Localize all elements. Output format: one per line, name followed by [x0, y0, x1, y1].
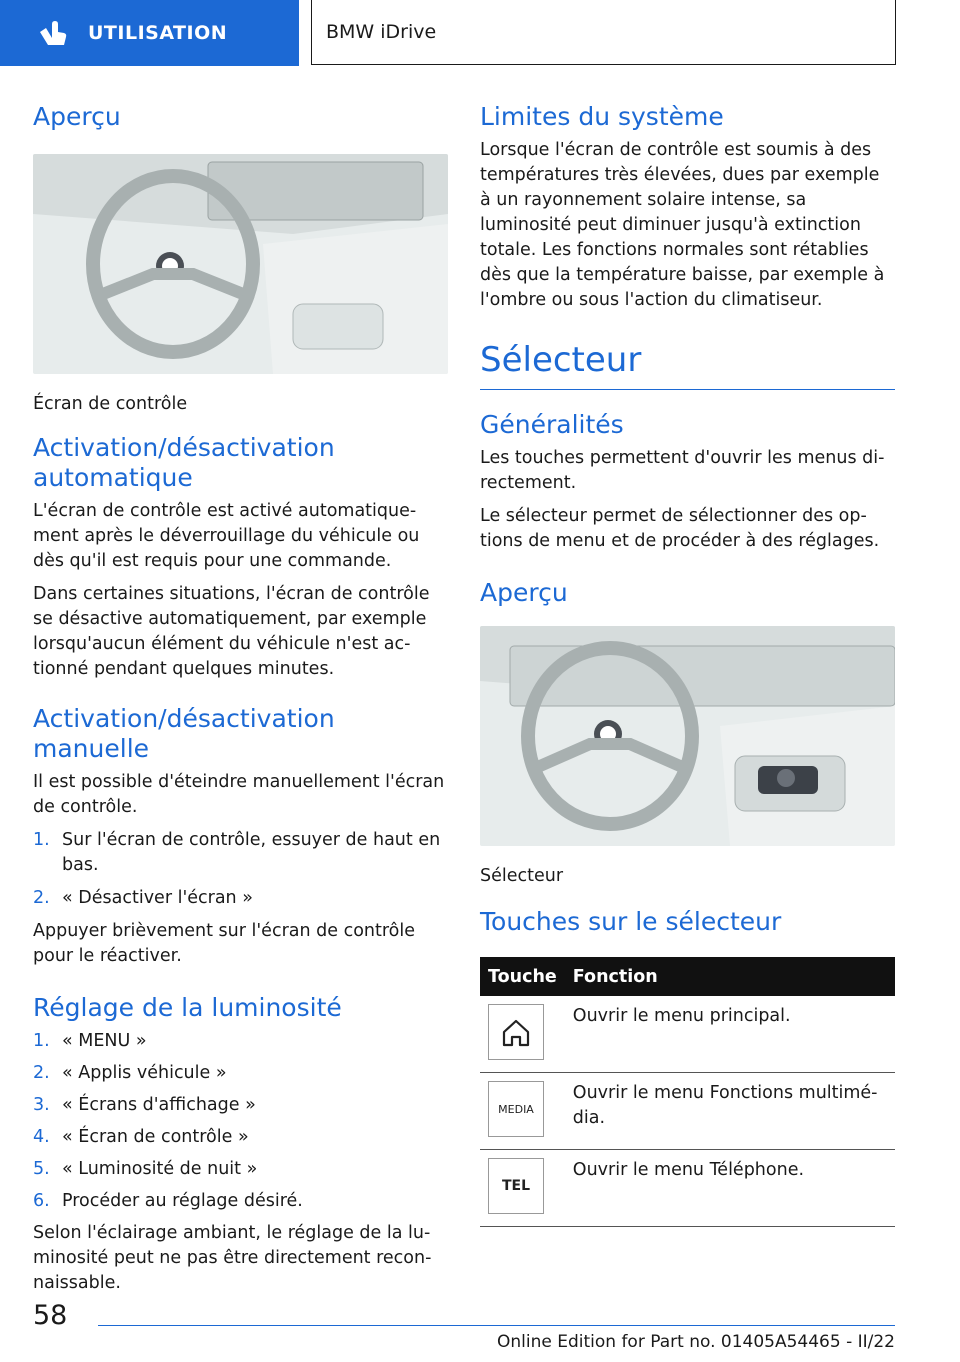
section-tab — [0, 0, 299, 66]
step-number: 1. — [33, 830, 50, 850]
step-text: « Applis véhicule » — [62, 1063, 227, 1083]
step-number: 4. — [33, 1127, 50, 1147]
list-item — [33, 828, 448, 878]
key-cell — [480, 1073, 565, 1150]
figure-selector — [480, 626, 895, 846]
tel-key-icon: TEL — [488, 1158, 544, 1214]
section-title: UTILISATION — [88, 22, 228, 44]
column-header-fonction: Fonction — [565, 957, 895, 996]
list-item — [33, 1029, 448, 1054]
step-number: 6. — [33, 1191, 50, 1211]
paragraph: Les touches permettent d'ouvrir les menus di-rectement. — [480, 448, 885, 493]
step-number: 5. — [33, 1159, 50, 1179]
step-text: « Écran de contrôle » — [62, 1127, 249, 1147]
paragraph: L'écran de contrôle est activé automatique-ment après le déverrouillage du véhicule ou dès qu'il est requis pour une commande. — [33, 501, 420, 571]
heading-limites: Limites du système — [480, 102, 724, 131]
footer-divider — [98, 1325, 895, 1326]
function-cell: Ouvrir le menu Téléphone. — [565, 1150, 895, 1227]
media-key-icon: MEDIA — [488, 1081, 544, 1137]
left-column — [33, 96, 448, 1296]
heading-selecteur: Sélecteur — [480, 339, 895, 390]
table-row — [480, 996, 895, 1073]
list-item — [33, 1093, 448, 1118]
step-text: Sur l'écran de contrôle, essuyer de haut en bas. — [62, 830, 441, 875]
paragraph: Le sélecteur permet de sélectionner des op-tions de menu et de procéder à des réglages. — [480, 506, 880, 551]
step-text: « MENU » — [62, 1031, 147, 1051]
table-row — [480, 1073, 895, 1150]
heading-apercu: Aperçu — [33, 102, 121, 131]
list-item — [33, 1125, 448, 1150]
heading-generalites: Généralités — [480, 410, 624, 439]
hand-pointer-icon — [34, 18, 70, 48]
list-item — [33, 886, 448, 911]
paragraph: Lorsque l'écran de contrôle est soumis à des températures très élevées, dues par exemple à un rayonnement solaire intense, sa luminosité peut diminuer jusqu'à extinction totale. Les fonctions normales sont rétablies dès que la température baisse, par exemple à l'ombre ou sous l'action du climatiseur. — [480, 140, 885, 310]
heading-luminosite: Réglage de la luminosité — [33, 993, 342, 1022]
steps-list — [33, 1029, 448, 1214]
list-item — [33, 1157, 448, 1182]
paragraph: Selon l'éclairage ambiant, le réglage de la lu-minosité peut ne pas être directement recon-naissable. — [33, 1223, 432, 1293]
figure-caption: Sélecteur — [480, 866, 564, 886]
table-row — [480, 1150, 895, 1227]
chapter-title: BMW iDrive — [326, 21, 437, 43]
right-column — [480, 96, 895, 1227]
heading-apercu: Aperçu — [480, 578, 568, 607]
keys-table — [480, 957, 895, 1227]
chapter-box — [311, 0, 896, 65]
table-header-row — [480, 957, 895, 996]
step-text: Procéder au réglage désiré. — [62, 1191, 303, 1211]
function-cell: Ouvrir le menu Fonctions multimé-dia. — [565, 1073, 895, 1150]
paragraph: Appuyer brièvement sur l'écran de contrôle pour le réactiver. — [33, 921, 416, 966]
heading-auto: Activation/désactivation automatique — [33, 433, 335, 492]
step-text: « Écrans d'affichage » — [62, 1095, 256, 1115]
heading-touches: Touches sur le sélecteur — [480, 907, 782, 936]
key-cell — [480, 996, 565, 1073]
page-header — [0, 0, 960, 68]
function-cell: Ouvrir le menu principal. — [565, 996, 895, 1073]
step-number: 3. — [33, 1095, 50, 1115]
figure-caption: Écran de contrôle — [33, 394, 188, 414]
step-text: « Désactiver l'écran » — [62, 888, 253, 908]
step-text: « Luminosité de nuit » — [62, 1159, 258, 1179]
figure-control-display — [33, 154, 448, 374]
home-icon — [488, 1004, 544, 1060]
step-number: 1. — [33, 1031, 50, 1051]
paragraph: Dans certaines situations, l'écran de contrôle se désactive automatiquement, par exemple lorsqu'aucun élément du véhicule n'est ac-tionné pendant quelques minutes. — [33, 584, 430, 679]
page-number: 58 — [33, 1300, 68, 1331]
step-number: 2. — [33, 1063, 50, 1083]
paragraph: Il est possible d'éteindre manuellement l'écran de contrôle. — [33, 772, 445, 817]
heading-manuelle: Activation/désactivation manuelle — [33, 704, 335, 763]
list-item — [33, 1189, 448, 1214]
footer-edition: Online Edition for Part no. 01405A54465 - II/22 — [496, 1332, 895, 1352]
step-number: 2. — [33, 888, 50, 908]
steps-list — [33, 828, 448, 911]
key-cell — [480, 1150, 565, 1227]
list-item — [33, 1061, 448, 1086]
column-header-touche: Touche — [480, 957, 565, 996]
